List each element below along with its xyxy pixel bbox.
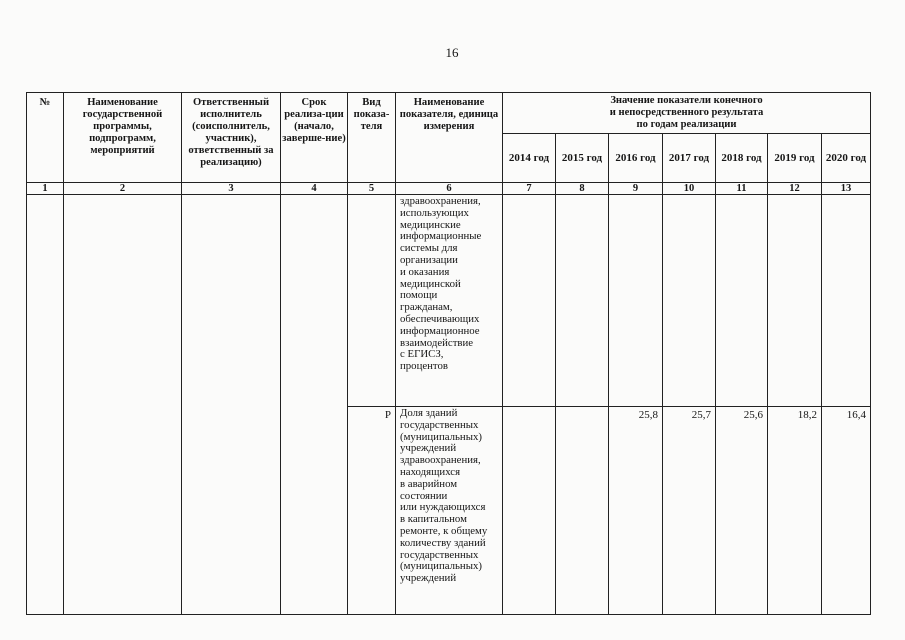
cell-value xyxy=(822,195,871,407)
column-number: 9 xyxy=(609,183,663,195)
cell-indicator-name: здравоохранения, использующих медицинские информационные системы для организации и оказания медицинской помощи гражданам, обеспечивающих информационное взаимодействие с ЕГИСЗ, процентов xyxy=(396,195,503,407)
column-number: 13 xyxy=(822,183,871,195)
cell-value xyxy=(663,195,716,407)
cell-value xyxy=(556,407,609,615)
column-number: 12 xyxy=(768,183,822,195)
cell-indicator-name: Доля зданий государственных (муниципальных) учреждений здравоохранения, находящихся в аварийном состоянии или нуждающихся в капитальном ремонте, к общему количеству зданий государственных (муниципальных) учреждений xyxy=(396,407,503,615)
column-number: 11 xyxy=(716,183,768,195)
header-program-name: Наименование государственной программы, подпрограмм, мероприятий xyxy=(64,93,182,183)
header-year: 2018 год xyxy=(716,134,768,183)
header-values-group: Значение показатели конечного и непосредственного результата по годам реализации xyxy=(503,93,871,134)
column-number: 4 xyxy=(281,183,348,195)
column-number: 2 xyxy=(64,183,182,195)
header-number: № xyxy=(27,93,64,183)
cell-number xyxy=(27,195,64,615)
cell-period xyxy=(281,195,348,615)
cell-program-name xyxy=(64,195,182,615)
header-year: 2020 год xyxy=(822,134,871,183)
cell-value: 25,8 xyxy=(609,407,663,615)
column-number: 5 xyxy=(348,183,396,195)
header-executor: Ответственный исполнитель (соисполнитель, участник), ответственный за реализацию) xyxy=(182,93,281,183)
cell-indicator-kind: Р xyxy=(348,407,396,615)
cell-value xyxy=(503,195,556,407)
column-number: 3 xyxy=(182,183,281,195)
header-year: 2016 год xyxy=(609,134,663,183)
header-year: 2019 год xyxy=(768,134,822,183)
page-number: 16 xyxy=(445,45,459,60)
cell-value: 25,6 xyxy=(716,407,768,615)
header-year: 2014 год xyxy=(503,134,556,183)
cell-value xyxy=(768,195,822,407)
header-year: 2015 год xyxy=(556,134,609,183)
column-number: 10 xyxy=(663,183,716,195)
cell-value xyxy=(609,195,663,407)
cell-value: 18,2 xyxy=(768,407,822,615)
header-period: Срок реализа-ции (начало, заверше-ние) xyxy=(281,93,348,183)
cell-value xyxy=(716,195,768,407)
table-row xyxy=(27,195,871,407)
header-indicator-name: Наименование показателя, единица измерения xyxy=(396,93,503,183)
column-number: 8 xyxy=(556,183,609,195)
cell-indicator-kind xyxy=(348,195,396,407)
column-number: 6 xyxy=(396,183,503,195)
cell-value: 25,7 xyxy=(663,407,716,615)
cell-value xyxy=(503,407,556,615)
indicators-table xyxy=(26,92,871,615)
column-number: 7 xyxy=(503,183,556,195)
column-number: 1 xyxy=(27,183,64,195)
header-indicator-kind: Вид показа-теля xyxy=(348,93,396,183)
cell-value xyxy=(556,195,609,407)
cell-value: 16,4 xyxy=(822,407,871,615)
cell-executor xyxy=(182,195,281,615)
header-year: 2017 год xyxy=(663,134,716,183)
